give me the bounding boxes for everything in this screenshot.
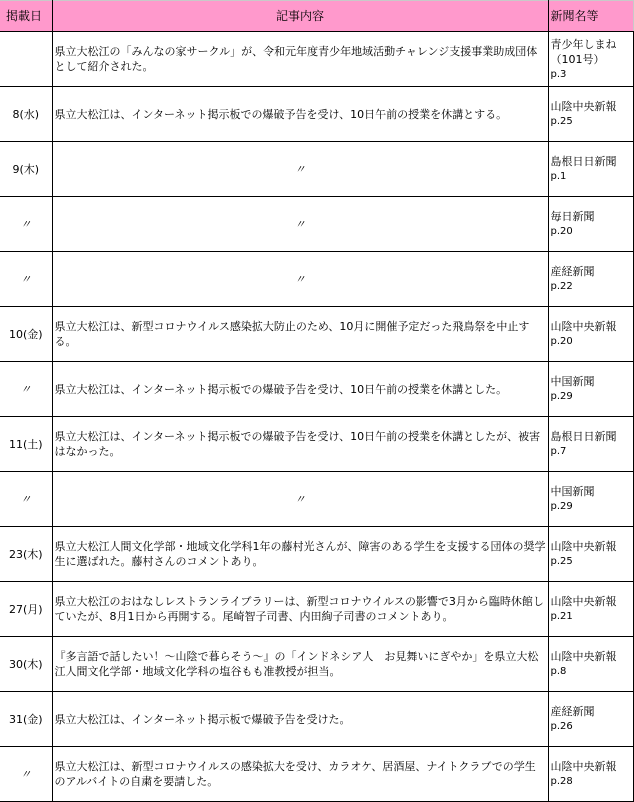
cell-paper (548, 197, 633, 252)
cell-paper (548, 142, 633, 197)
paper-page: p.28 (550, 776, 573, 787)
cell-date: 23(木) (0, 527, 52, 582)
cell-content: 県立大松江は、インターネット掲示板での爆破予告を受け、10日午前の授業を休講とした。 (52, 362, 548, 417)
cell-paper (548, 472, 633, 527)
cell-date: 11(土) (0, 417, 52, 472)
cell-paper (548, 527, 633, 582)
cell-paper (548, 582, 633, 637)
paper-name: 中国新聞 (550, 375, 595, 388)
cell-paper (548, 87, 633, 142)
paper-name: 毎日新聞 (550, 210, 595, 223)
table-row (0, 582, 633, 637)
cell-content: 県立大松江のおはなしレストランライブラリーは、新型コロナウイルスの影響で3月から臨時休館していたが、8月1日から再開する。尾崎智子司書、内田絢子司書のコメントあり。 (52, 582, 548, 637)
cell-content: 『多言語で話したい！～山陰で暮らそう～』の「インドネシア人 お見舞いにぎやか」を県立大松江人間文化学部・地域文化学科の塩谷もも准教授が担当。 (52, 637, 548, 692)
paper-name: 山陰中央新報 (550, 760, 617, 773)
paper-page: p.21 (550, 611, 573, 622)
paper-name: 山陰中央新報 (550, 100, 617, 113)
paper-page: p.20 (550, 336, 573, 347)
paper-name: 山陰中央新報 (550, 540, 617, 553)
cell-paper (548, 252, 633, 307)
cell-date: 〃 (0, 362, 52, 417)
cell-content: 〃 (52, 197, 548, 252)
table-row (0, 197, 633, 252)
table-row (0, 142, 633, 197)
table-row (0, 307, 633, 362)
paper-page: p.8 (550, 666, 567, 677)
paper-page: p.22 (550, 281, 573, 292)
cell-date: 9(木) (0, 142, 52, 197)
table-body (0, 32, 633, 802)
paper-page: p.3 (550, 68, 567, 80)
cell-content: 県立大松江は、インターネット掲示板で爆破予告を受けた。 (52, 692, 548, 747)
cell-date: 8(水) (0, 87, 52, 142)
cell-paper (548, 32, 633, 87)
cell-paper (548, 747, 633, 802)
cell-content: 県立大松江は、インターネット掲示板での爆破予告を受け、10日午前の授業を休講とする。 (52, 87, 548, 142)
paper-page: p.25 (550, 116, 573, 127)
cell-paper (548, 362, 633, 417)
cell-paper (548, 637, 633, 692)
table-row (0, 362, 633, 417)
paper-name: 島根日日新聞 (550, 430, 617, 443)
paper-name: 山陰中央新報 (550, 595, 617, 608)
cell-content: 〃 (52, 472, 548, 527)
header-row (0, 1, 633, 32)
header-paper: 新聞名等 (548, 1, 633, 32)
paper-page: p.25 (550, 556, 573, 567)
paper-name: 青少年しまね（101号） (550, 37, 617, 66)
paper-page: p.29 (550, 391, 573, 402)
table-row (0, 32, 633, 87)
paper-name: 山陰中央新報 (550, 650, 617, 663)
cell-date: 〃 (0, 197, 52, 252)
cell-date: 31(金) (0, 692, 52, 747)
paper-page: p.1 (550, 171, 567, 182)
cell-content: 県立大松江は、インターネット掲示板での爆破予告を受け、10日午前の授業を休講としたが、被害はなかった。 (52, 417, 548, 472)
paper-name: 産経新聞 (550, 705, 595, 718)
table-row (0, 527, 633, 582)
cell-date: 10(金) (0, 307, 52, 362)
cell-content: 県立大松江は、新型コロナウイルス感染拡大防止のため、10月に開催予定だった飛鳥祭を中止する。 (52, 307, 548, 362)
cell-paper (548, 417, 633, 472)
table-row (0, 637, 633, 692)
paper-name: 産経新聞 (550, 265, 595, 278)
cell-content: 〃 (52, 252, 548, 307)
header-content: 記事内容 (52, 1, 548, 32)
table-row (0, 252, 633, 307)
paper-name: 山陰中央新報 (550, 320, 617, 333)
cell-date: 27(月) (0, 582, 52, 637)
cell-content: 〃 (52, 142, 548, 197)
cell-date (0, 32, 52, 87)
cell-paper (548, 692, 633, 747)
paper-page: p.20 (550, 226, 573, 237)
cell-content: 県立大松江人間文化学部・地域文化学科1年の藤村光さんが、障害のある学生を支援する団体の奨学生に選ばれた。藤村さんのコメントあり。 (52, 527, 548, 582)
paper-page: p.29 (550, 501, 573, 512)
cell-date: 〃 (0, 747, 52, 802)
cell-content: 県立大松江は、新型コロナウイルスの感染拡大を受け、カラオケ、居酒屋、ナイトクラブでの学生のアルバイトの自粛を要請した。 (52, 747, 548, 802)
cell-date: 〃 (0, 252, 52, 307)
paper-name: 中国新聞 (550, 485, 595, 498)
table-row (0, 417, 633, 472)
cell-date: 〃 (0, 472, 52, 527)
paper-page: p.7 (550, 446, 567, 457)
table-row (0, 692, 633, 747)
table-row (0, 472, 633, 527)
header-date: 掲載日 (0, 1, 52, 32)
table-row (0, 87, 633, 142)
paper-page: p.26 (550, 721, 573, 732)
cell-date: 30(木) (0, 637, 52, 692)
cell-paper (548, 307, 633, 362)
cell-content: 県立大松江の「みんなの家サークル」が、令和元年度青少年地域活動チャレンジ支援事業助成団体として紹介された。 (52, 32, 548, 87)
table-row (0, 747, 633, 802)
paper-name: 島根日日新聞 (550, 155, 617, 168)
